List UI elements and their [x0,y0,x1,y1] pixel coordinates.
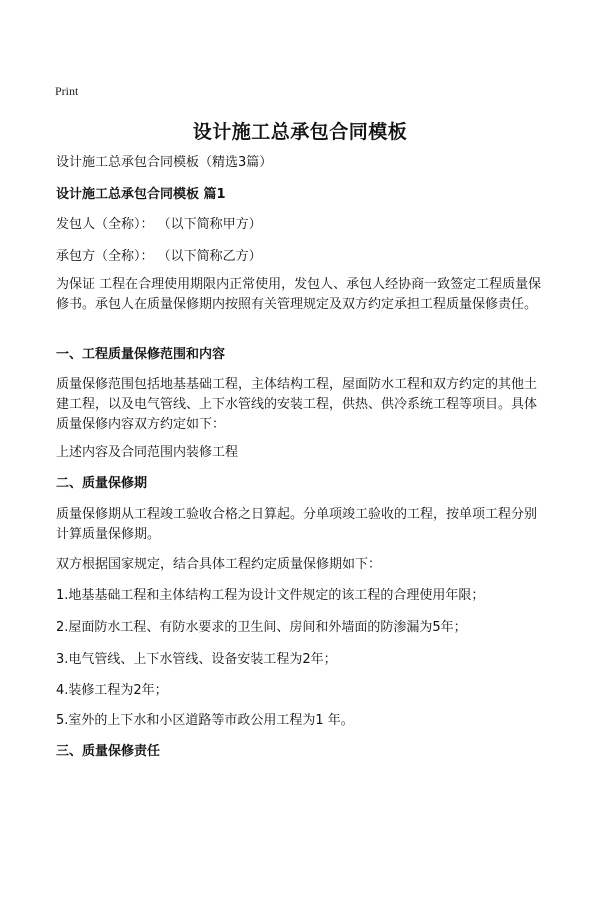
print-label: Print [55,84,79,98]
list-item: 2.屋面防水工程、有防水要求的卫生间、房间和外墙面的防渗漏为5年； [56,620,467,635]
issuer-line: 发包人（全称）： （以下简称甲方） [56,217,262,232]
section1-paragraph: 质量保修范围包括地基基础工程，主体结构工程，屋面防水工程和双方约定的其他土建工程，以及电气管线、上下水管线的安装工程，供热、供冷系统工程等项目。具体质量保修内容双方约定如下： [56,377,538,432]
list-item: 1.地基基础工程和主体结构工程为设计文件规定的该工程的合理使用年限； [56,588,485,603]
document-subtitle: 设计施工总承包合同模板（精选3篇） [56,155,273,170]
section1-note: 上述内容及合同范围内装修工程 [56,445,239,460]
list-item: 3.电气管线、上下水管线、设备安装工程为2年； [56,652,337,667]
section3-heading: 三、质量保修责任 [56,744,161,759]
chapter-heading: 设计施工总承包合同模板 篇1 [56,187,226,202]
document-title: 设计施工总承包合同模板 [192,121,408,143]
section2-paragraph: 质量保修期从工程竣工验收合格之日算起。分单项竣工验收的工程，按单项工程分别计算质量保修期。 [56,507,538,542]
section2-intro: 双方根据国家规定，结合具体工程约定质量保修期如下： [56,557,382,572]
section2-heading: 二、质量保修期 [56,476,148,491]
list-item: 4.装修工程为2年； [56,683,168,698]
intro-paragraph: 为保证 工程在合理使用期限内正常使用，发包人、承包人经协商一致签定工程质量保修书。承包人在质量保修期内按照有关管理规定及双方约定承担工程质量保修责任。 [56,277,542,312]
list-item: 5.室外的上下水和小区道路等市政公用工程为1 年。 [56,713,354,728]
section1-heading: 一、工程质量保修范围和内容 [56,347,226,362]
contractor-line: 承包方（全称）： （以下简称乙方） [56,249,262,264]
